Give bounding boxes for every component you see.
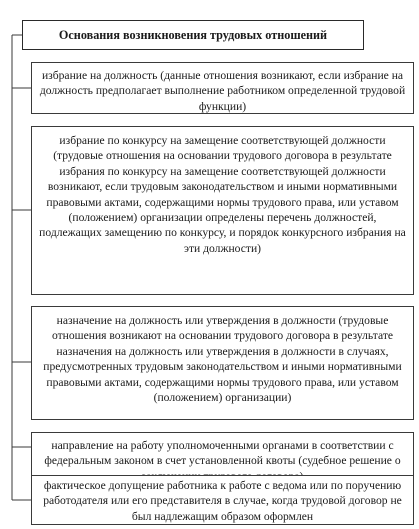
basis-actual-admission-to-work: фактическое допущение работника к работе с ведома или по поручению работодателя или его представителя в случае, когда трудовой договор не был надлежащим образом оформлен <box>31 475 414 525</box>
diagram-title: Основания возникновения трудовых отношений <box>22 20 364 50</box>
basis-appointment-to-position: назначение на должность или утверждения в должности (трудовые отношения возникают на основании трудового договора в результате назначения на должность или утверждения в должности в случаях, предусмотренных трудовым законодательством и иными нормативными правовыми актами, содержащими нормы трудового права, или уставом (положением) организации) <box>31 306 414 420</box>
basis-election-to-position: избрание на должность (данные отношения возникают, если избрание на должность предполагает выполнение работником определенной трудовой функции) <box>31 62 414 114</box>
basis-referral-by-authorities: направление на работу уполномоченными органами в соответствии с федеральным законом в счет установленной квоты (судебное решение о <box>31 432 414 491</box>
basis-competitive-election: избрание по конкурсу на замещение соответствующей должности (трудовые отношения на основании трудового договора в результате избрания по конкурсу на замещение соответствующей должности возникают, если трудовым законодательством и иными нормативными правовыми актами, содержащими нормы трудового права, или уставом (положением) организации определены перечень должностей, подлежащих замещению по конкурсу, и порядок конкурсного избрания на эти должности) <box>31 126 414 295</box>
